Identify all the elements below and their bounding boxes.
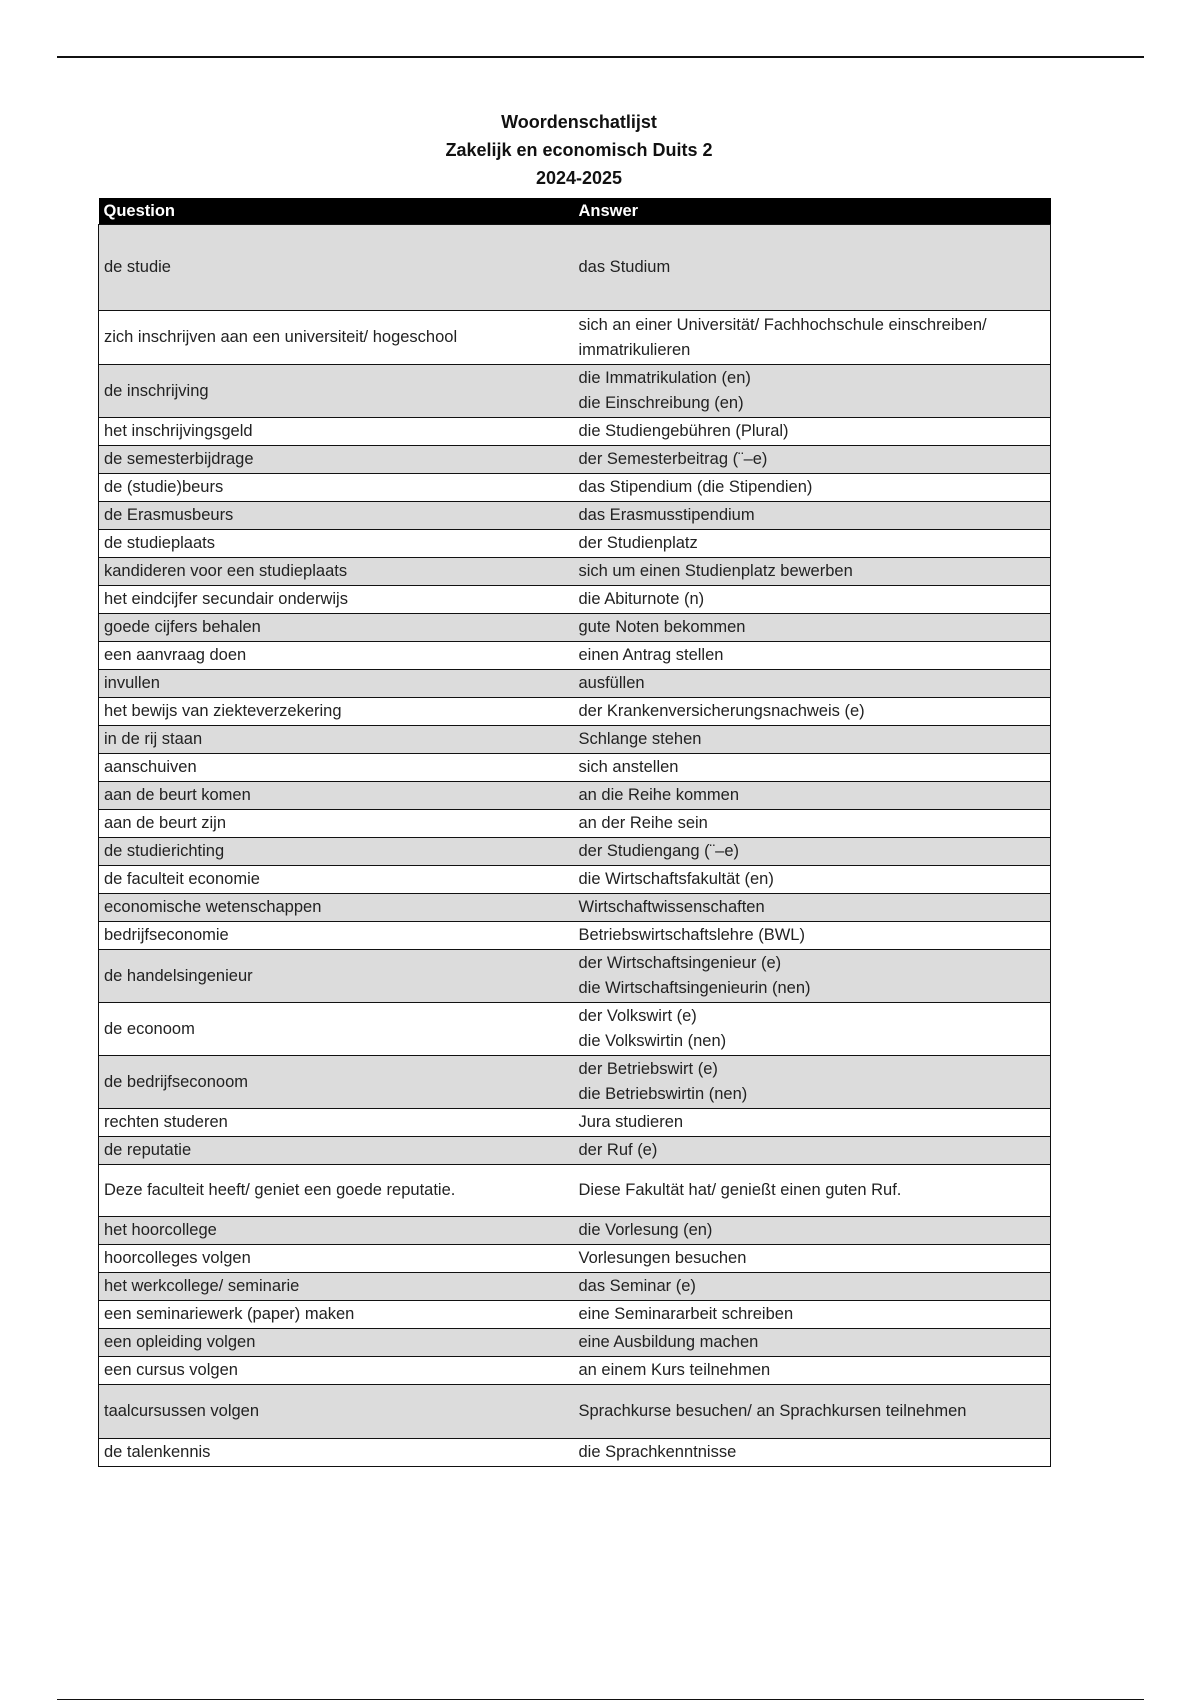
table-row [99, 1245, 1051, 1273]
answer-cell [574, 1109, 1051, 1137]
vocabulary-table [98, 198, 1051, 1467]
answer-line: der Krankenversicherungsnachweis (e) [578, 702, 865, 720]
question-cell: een seminariewerk (paper) maken [99, 1301, 574, 1329]
question-cell: de Erasmusbeurs [99, 502, 574, 530]
table-row [99, 698, 1051, 726]
answer-line: sich an einer Universität/ Fachhochschule einschreiben/ [578, 315, 987, 334]
question-cell: de handelsingenieur [99, 950, 574, 1003]
table-row [99, 502, 1051, 530]
answer-line: der Semesterbeitrag (¨–e) [578, 450, 768, 468]
table-row [99, 894, 1051, 922]
document-subtitle: Zakelijk en economisch Duits 2 [445, 140, 713, 160]
table-row [99, 474, 1051, 502]
answer-line: das Seminar (e) [578, 1277, 696, 1295]
answer-line: der Ruf (e) [578, 1141, 658, 1159]
answer-cell [574, 922, 1051, 950]
answer-line: die Sprachkenntnisse [578, 1443, 737, 1461]
answer-line: die Immatrikulation (en) [578, 369, 751, 387]
answer-cell [574, 558, 1051, 586]
column-header-answer: Answer [574, 198, 1051, 225]
question-cell: aan de beurt zijn [99, 810, 574, 838]
answer-cell [574, 1137, 1051, 1165]
table-header-row [99, 198, 1051, 225]
table-row [99, 1439, 1051, 1467]
answer-line: das Stipendium (die Stipendien) [578, 478, 813, 496]
document-title: Woordenschatlijst [501, 112, 657, 132]
answer-cell [574, 1003, 1051, 1056]
question-cell: hoorcolleges volgen [99, 1245, 574, 1273]
question-cell: zich inschrijven aan een universiteit/ hogeschool [99, 311, 574, 365]
answer-cell [574, 474, 1051, 502]
answer-cell [574, 810, 1051, 838]
question-cell: kandideren voor een studieplaats [99, 558, 574, 586]
question-cell: een aanvraag doen [99, 642, 574, 670]
table-row [99, 1301, 1051, 1329]
answer-line: sich um einen Studienplatz bewerben [578, 562, 853, 580]
answer-line: an der Reihe sein [578, 814, 708, 832]
question-cell: de inschrijving [99, 365, 574, 418]
answer-cell [574, 698, 1051, 726]
answer-cell [574, 866, 1051, 894]
question-cell: Deze faculteit heeft/ geniet een goede reputatie. [99, 1165, 574, 1217]
question-cell: de bedrijfseconoom [99, 1056, 574, 1109]
answer-line: Diese Fakultät hat/ genießt einen guten Ruf. [578, 1181, 902, 1199]
answer-cell [574, 950, 1051, 1003]
table-row [99, 311, 1051, 365]
question-cell: een cursus volgen [99, 1357, 574, 1385]
answer-cell [574, 1301, 1051, 1329]
answer-line: die Wirtschaftsingenieurin (nen) [578, 979, 811, 997]
question-cell: bedrijfseconomie [99, 922, 574, 950]
answer-line: die Einschreibung (en) [578, 394, 744, 412]
answer-line: die Wirtschaftsfakultät (en) [578, 870, 774, 888]
table-row [99, 950, 1051, 1003]
answer-line: die Betriebswirtin (nen) [578, 1085, 748, 1103]
question-cell: de reputatie [99, 1137, 574, 1165]
answer-cell [574, 726, 1051, 754]
question-cell: rechten studeren [99, 1109, 574, 1137]
table-row [99, 1056, 1051, 1109]
question-cell: taalcursussen volgen [99, 1385, 574, 1439]
question-cell: de (studie)beurs [99, 474, 574, 502]
table-row [99, 838, 1051, 866]
answer-line: eine Seminararbeit schreiben [578, 1305, 794, 1323]
table-row [99, 726, 1051, 754]
answer-line: die Studiengebühren (Plural) [578, 422, 789, 440]
question-cell: invullen [99, 670, 574, 698]
question-cell: de studierichting [99, 838, 574, 866]
question-cell: het bewijs van ziekteverzekering [99, 698, 574, 726]
answer-cell [574, 894, 1051, 922]
question-cell: de studieplaats [99, 530, 574, 558]
question-cell: de talenkennis [99, 1439, 574, 1467]
table-row [99, 922, 1051, 950]
answer-cell [574, 670, 1051, 698]
table-row [99, 558, 1051, 586]
question-cell: goede cijfers behalen [99, 614, 574, 642]
answer-cell [574, 838, 1051, 866]
answer-cell [574, 502, 1051, 530]
question-cell: aan de beurt komen [99, 782, 574, 810]
answer-cell [574, 530, 1051, 558]
answer-line: Jura studieren [578, 1113, 684, 1131]
question-cell: de econoom [99, 1003, 574, 1056]
question-cell: economische wetenschappen [99, 894, 574, 922]
answer-cell [574, 1245, 1051, 1273]
answer-cell [574, 1357, 1051, 1385]
question-cell: in de rij staan [99, 726, 574, 754]
question-cell: de faculteit economie [99, 866, 574, 894]
answer-line: eine Ausbildung machen [578, 1333, 759, 1351]
table-row [99, 1273, 1051, 1301]
document-year: 2024-2025 [535, 168, 623, 188]
table-row [99, 810, 1051, 838]
answer-line: immatrikulieren [578, 340, 691, 359]
answer-line: das Erasmusstipendium [578, 506, 755, 524]
answer-cell [574, 782, 1051, 810]
table-row [99, 225, 1051, 311]
table-row [99, 1003, 1051, 1056]
question-cell: het werkcollege/ seminarie [99, 1273, 574, 1301]
answer-line: der Studiengang (¨–e) [578, 842, 740, 860]
answer-line: gute Noten bekommen [578, 618, 746, 636]
question-cell: het hoorcollege [99, 1217, 574, 1245]
table-row [99, 642, 1051, 670]
answer-cell [574, 311, 1051, 365]
answer-line: Sprachkurse besuchen/ an Sprachkursen teilnehmen [578, 1402, 967, 1420]
top-rule [57, 56, 1144, 58]
question-cell: een opleiding volgen [99, 1329, 574, 1357]
question-cell: de studie [99, 225, 574, 311]
table-row [99, 530, 1051, 558]
answer-cell [574, 642, 1051, 670]
table-row [99, 1217, 1051, 1245]
question-cell: het inschrijvingsgeld [99, 418, 574, 446]
answer-line: Betriebswirtschaftslehre (BWL) [578, 926, 805, 944]
answer-line: der Studienplatz [578, 534, 698, 552]
answer-cell [574, 1056, 1051, 1109]
answer-cell [574, 586, 1051, 614]
answer-cell [574, 1329, 1051, 1357]
table-row [99, 1137, 1051, 1165]
answer-line: das Studium [578, 258, 671, 276]
answer-line: die Vorlesung (en) [578, 1221, 713, 1239]
question-cell: aanschuiven [99, 754, 574, 782]
answer-cell [574, 1217, 1051, 1245]
table-row [99, 670, 1051, 698]
answer-cell [574, 1165, 1051, 1217]
answer-line: ausfüllen [578, 674, 645, 692]
document-header [0, 108, 1158, 192]
answer-line: der Volkswirt (e) [578, 1007, 697, 1025]
answer-cell [574, 446, 1051, 474]
table-row [99, 1329, 1051, 1357]
table-row [99, 866, 1051, 894]
column-header-question: Question [99, 198, 574, 225]
table-row [99, 1165, 1051, 1217]
answer-cell [574, 225, 1051, 311]
question-cell: de semesterbijdrage [99, 446, 574, 474]
answer-line: sich anstellen [578, 758, 679, 776]
answer-cell [574, 418, 1051, 446]
answer-cell [574, 1273, 1051, 1301]
table-body [99, 225, 1051, 1467]
table-row [99, 1109, 1051, 1137]
answer-line: Vorlesungen besuchen [578, 1249, 747, 1267]
answer-line: an die Reihe kommen [578, 786, 740, 804]
table-row [99, 754, 1051, 782]
answer-line: der Betriebswirt (e) [578, 1060, 718, 1078]
question-cell: het eindcijfer secundair onderwijs [99, 586, 574, 614]
table-row [99, 1385, 1051, 1439]
answer-cell [574, 614, 1051, 642]
answer-line: Schlange stehen [578, 730, 702, 748]
table-row [99, 365, 1051, 418]
answer-cell [574, 365, 1051, 418]
table-row [99, 782, 1051, 810]
table-row [99, 614, 1051, 642]
answer-cell [574, 754, 1051, 782]
answer-line: die Abiturnote (n) [578, 590, 705, 608]
table-row [99, 446, 1051, 474]
answer-line: an einem Kurs teilnehmen [578, 1361, 771, 1379]
answer-line: der Wirtschaftsingenieur (e) [578, 954, 782, 972]
table-row [99, 586, 1051, 614]
answer-cell [574, 1439, 1051, 1467]
answer-line: einen Antrag stellen [578, 646, 724, 664]
answer-cell [574, 1385, 1051, 1439]
table-row [99, 1357, 1051, 1385]
table-row [99, 418, 1051, 446]
answer-line: die Volkswirtin (nen) [578, 1032, 727, 1050]
answer-line: Wirtschaftwissenschaften [578, 898, 765, 916]
